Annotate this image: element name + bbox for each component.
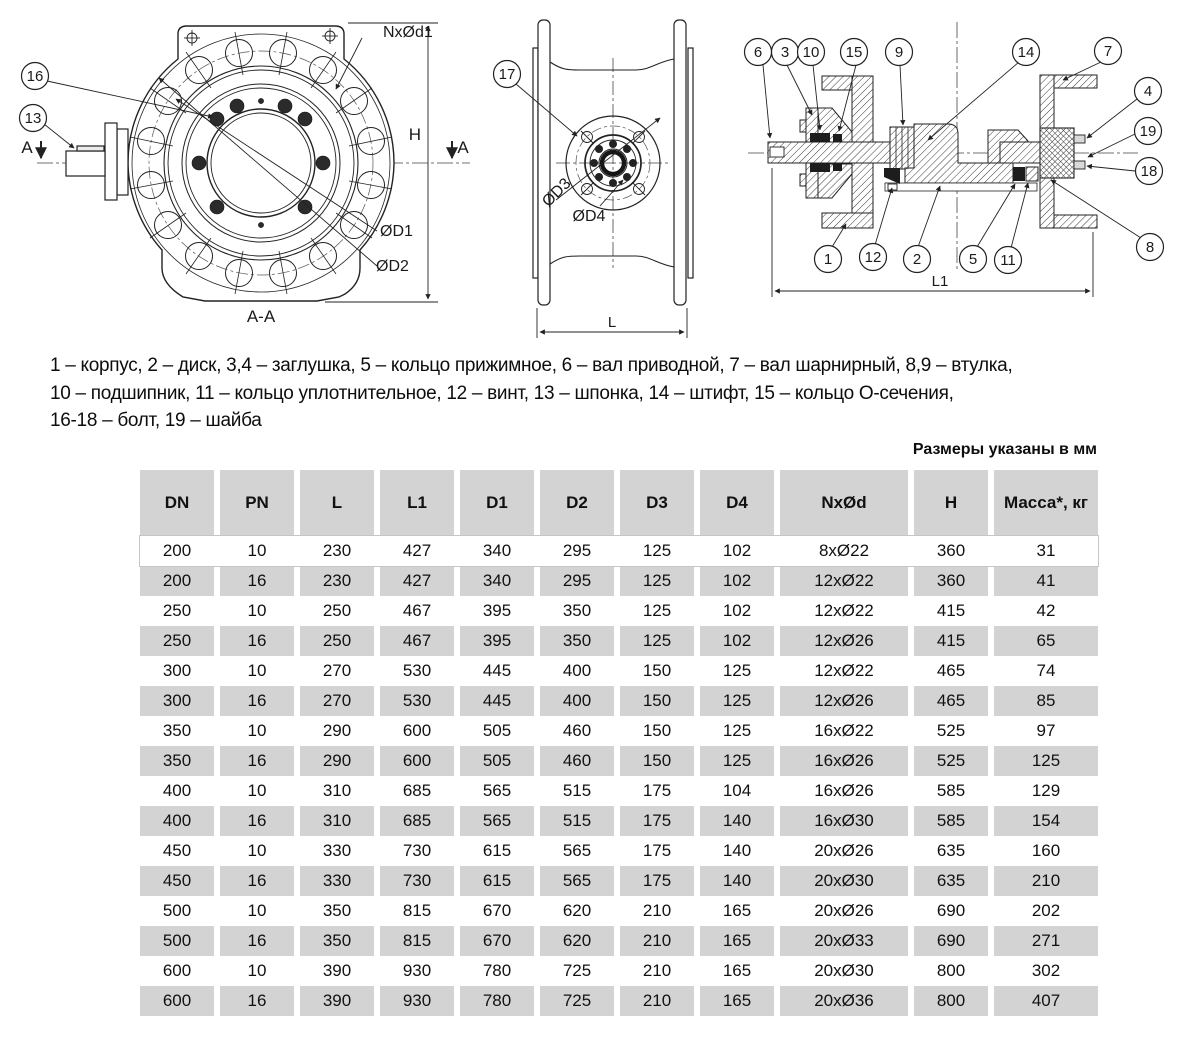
callout-10: [798, 39, 825, 66]
table-cell: 565: [540, 866, 614, 896]
label-l: L: [607, 314, 617, 331]
callout-9-label: 9: [894, 44, 904, 61]
callout-10-label: 10: [802, 44, 820, 61]
table-cell: 102: [722, 541, 752, 560]
table-cell: 16: [220, 566, 294, 596]
header-d2: D2: [540, 470, 614, 536]
table-cell: 525: [914, 746, 988, 776]
table-cell: 165: [700, 986, 774, 1016]
table-cell: 465: [936, 661, 966, 680]
valve-drawing-svg: [0, 0, 1200, 348]
table-cell: 620: [540, 926, 614, 956]
table-cell: 600: [380, 746, 454, 776]
table-cell: 250: [300, 626, 374, 656]
table-cell: 125: [700, 746, 774, 776]
callout-7-label: 7: [1103, 43, 1113, 60]
label-section-aa: A-A: [246, 307, 276, 326]
drive-shaft-end: [66, 123, 128, 200]
table-cell: 165: [700, 926, 774, 956]
table-cell: 407: [994, 986, 1098, 1016]
callout-15: [841, 39, 868, 66]
table-row: [140, 656, 1098, 686]
table-cell: 360: [936, 541, 966, 560]
header-dn: DN: [140, 470, 214, 536]
table-cell: 530: [402, 661, 432, 680]
technical-drawing: [0, 0, 1200, 348]
table-cell: 16: [220, 686, 294, 716]
table-cell: 250: [322, 601, 352, 620]
table-cell: 450: [140, 866, 214, 896]
table-cell: 635: [936, 841, 966, 860]
table-cell: 16xØ22: [814, 721, 874, 740]
table-cell: 930: [380, 986, 454, 1016]
table-cell: 330: [300, 866, 374, 896]
table-cell: 270: [300, 686, 374, 716]
table-cell: 230: [300, 566, 374, 596]
callout-11-label: 11: [1000, 252, 1016, 269]
table-cell: 16xØ26: [814, 781, 874, 800]
callout-12-label: 12: [864, 249, 882, 266]
table-cell: 16: [220, 926, 294, 956]
callout-6: [745, 39, 772, 66]
table-cell: 390: [300, 986, 374, 1016]
table-cell: 445: [482, 661, 512, 680]
callout-1: [815, 246, 842, 273]
table-row: [140, 716, 1098, 746]
table-cell: 210: [642, 961, 672, 980]
table-cell: 445: [460, 686, 534, 716]
table-cell: 350: [140, 746, 214, 776]
table-cell: 800: [914, 986, 988, 1016]
table-cell: 400: [162, 781, 192, 800]
callout-17: [494, 61, 521, 88]
table-cell: 685: [380, 806, 454, 836]
table-cell: 302: [1031, 961, 1061, 980]
table-cell: 20xØ30: [780, 866, 908, 896]
table-cell: 230: [322, 541, 352, 560]
table-cell: 65: [994, 626, 1098, 656]
callout-16: [22, 63, 49, 90]
callout-12: [860, 244, 887, 271]
table-cell: 125: [620, 626, 694, 656]
table-cell: 450: [162, 841, 192, 860]
side-view: [494, 20, 694, 338]
table-cell: 500: [162, 901, 192, 920]
callout-5-label: 5: [968, 251, 978, 268]
table-cell: 175: [620, 806, 694, 836]
table-cell: 270: [322, 661, 352, 680]
table-cell: 10: [247, 721, 267, 740]
callout-18-label: 18: [1140, 163, 1158, 180]
table-cell: 427: [402, 541, 432, 560]
table-cell: 200: [162, 541, 192, 560]
table-cell: 600: [140, 986, 214, 1016]
table-cell: 102: [700, 626, 774, 656]
table-row: [140, 536, 1098, 566]
table-cell: 690: [936, 901, 966, 920]
table-cell: 530: [380, 686, 454, 716]
table-cell: 400: [562, 661, 592, 680]
table-cell: 125: [642, 601, 672, 620]
table-row: [140, 566, 1098, 596]
label-l1: L1: [931, 273, 949, 290]
table-cell: 150: [642, 721, 672, 740]
legend-line: 16-18 – болт, 19 – шайба: [50, 410, 262, 431]
table-cell: 16xØ26: [780, 746, 908, 776]
table-cell: 102: [700, 566, 774, 596]
table-cell: 140: [700, 806, 774, 836]
table-cell: 780: [482, 961, 512, 980]
section-view: [745, 22, 1164, 297]
parts-legend: [50, 352, 1170, 435]
table-row: [140, 836, 1098, 866]
table-cell: 300: [162, 661, 192, 680]
table-cell: 350: [300, 926, 374, 956]
table-cell: 460: [562, 721, 592, 740]
table-cell: 20xØ33: [780, 926, 908, 956]
table-header-row: [140, 470, 1098, 536]
table-cell: 350: [162, 721, 192, 740]
table-cell: 16: [220, 626, 294, 656]
header-pn: PN: [220, 470, 294, 536]
table-cell: 10: [247, 541, 267, 560]
header-l: L: [300, 470, 374, 536]
table-cell: 10: [247, 781, 267, 800]
table-cell: 670: [460, 926, 534, 956]
header-d3: D3: [620, 470, 694, 536]
table-cell: 85: [994, 686, 1098, 716]
table-cell: 97: [1036, 721, 1056, 740]
callout-14-label: 14: [1017, 44, 1035, 61]
table-row: [140, 896, 1098, 926]
table-cell: 150: [642, 661, 672, 680]
table-cell: 210: [994, 866, 1098, 896]
table-cell: 74: [1036, 661, 1056, 680]
table-row: [140, 746, 1098, 776]
label-cut-a-left: A: [21, 138, 33, 157]
table-cell: 140: [700, 866, 774, 896]
table-cell: 10: [247, 601, 267, 620]
table-cell: 400: [140, 806, 214, 836]
table-cell: 310: [322, 781, 352, 800]
label-cut-a-right: A: [457, 138, 469, 157]
table-row: [140, 866, 1098, 896]
table-cell: 565: [482, 781, 512, 800]
table-cell: 12xØ26: [780, 626, 908, 656]
callout-19-label: 19: [1139, 123, 1157, 140]
table-cell: 20xØ36: [780, 986, 908, 1016]
table-row: [140, 626, 1098, 656]
table-cell: 41: [994, 566, 1098, 596]
callout-13-label: 13: [24, 110, 42, 127]
callout-19: [1135, 118, 1162, 145]
table-cell: 129: [1031, 781, 1061, 800]
table-cell: 42: [1036, 601, 1056, 620]
table-row: [140, 986, 1098, 1016]
callout-2: [904, 246, 931, 273]
table-cell: 670: [482, 901, 512, 920]
legend-line: 1 – корпус, 2 – диск, 3,4 – заглушка, 5 – кольцо прижимное, 6 – вал приводной, 7 – вал шарнирный, 8,9 – втулка,: [50, 355, 1013, 376]
legend-line: 10 – подшипник, 11 – кольцо уплотнительное, 12 – винт, 13 – шпонка, 14 – штифт, 15 – кольцо О-сечения,: [50, 382, 954, 404]
callout-13: [20, 105, 47, 132]
table-cell: 815: [402, 901, 432, 920]
callout-5: [960, 246, 987, 273]
table-cell: 615: [482, 841, 512, 860]
table-cell: 500: [140, 926, 214, 956]
table-cell: 505: [460, 746, 534, 776]
table-cell: 395: [460, 626, 534, 656]
table-row: [140, 686, 1098, 716]
header-d4: D4: [700, 470, 774, 536]
table-cell: 730: [380, 866, 454, 896]
table-cell: 515: [540, 806, 614, 836]
table-cell: 202: [1031, 901, 1061, 920]
table-cell: 350: [562, 601, 592, 620]
table-cell: 10: [247, 661, 267, 680]
table-cell: 350: [540, 626, 614, 656]
table-row: [140, 926, 1098, 956]
table-cell: 12xØ22: [814, 661, 874, 680]
table-cell: 600: [162, 961, 192, 980]
table-cell: 150: [620, 746, 694, 776]
table-cell: 140: [722, 841, 752, 860]
callout-8-label: 8: [1145, 239, 1155, 256]
table-cell: 12xØ22: [814, 601, 874, 620]
table-cell: 525: [936, 721, 966, 740]
table-cell: 175: [620, 866, 694, 896]
table-cell: 16: [220, 866, 294, 896]
table-cell: 340: [482, 541, 512, 560]
table-cell: 20xØ26: [814, 901, 874, 920]
table-cell: 102: [722, 601, 752, 620]
table-cell: 340: [460, 566, 534, 596]
callout-1-label: 1: [823, 251, 833, 268]
table-cell: 125: [722, 661, 752, 680]
table-cell: 210: [642, 901, 672, 920]
table-cell: 31: [1036, 541, 1056, 560]
table-cell: 290: [322, 721, 352, 740]
callout-8: [1137, 234, 1164, 261]
header-nxod: NxØd: [780, 470, 908, 536]
table-cell: 400: [540, 686, 614, 716]
table-row: [140, 956, 1098, 986]
table-cell: 20xØ30: [814, 961, 874, 980]
table-cell: 725: [562, 961, 592, 980]
table-cell: 125: [722, 721, 752, 740]
callout-17-label: 17: [498, 66, 516, 83]
table-cell: 16xØ30: [780, 806, 908, 836]
table-cell: 415: [914, 626, 988, 656]
header-mass: Масса*, кг: [994, 470, 1098, 536]
table-cell: 104: [722, 781, 752, 800]
table-cell: 175: [642, 781, 672, 800]
table-row: [140, 776, 1098, 806]
table-cell: 165: [722, 901, 752, 920]
table-cell: 210: [620, 986, 694, 1016]
table-cell: 250: [162, 601, 192, 620]
table-cell: 460: [540, 746, 614, 776]
label-od4: ØD4: [572, 208, 606, 225]
table-cell: 154: [994, 806, 1098, 836]
callout-4: [1135, 78, 1162, 105]
label-od3: ØD3: [539, 175, 575, 211]
section-plug: [1040, 128, 1074, 178]
label-nxod1: NxØd1: [383, 24, 433, 41]
table-cell: 585: [914, 806, 988, 836]
table-cell: 390: [322, 961, 352, 980]
table-cell: 271: [994, 926, 1098, 956]
table-cell: 200: [140, 566, 214, 596]
table-cell: 930: [402, 961, 432, 980]
table-cell: 600: [402, 721, 432, 740]
table-cell: 175: [642, 841, 672, 860]
callout-9: [886, 39, 913, 66]
callout-7: [1095, 38, 1122, 65]
table-cell: 565: [460, 806, 534, 836]
table-cell: 330: [322, 841, 352, 860]
table-cell: 10: [247, 901, 267, 920]
callout-11: [995, 247, 1022, 274]
table-cell: 12xØ26: [780, 686, 908, 716]
callout-3-label: 3: [780, 44, 790, 61]
table-cell: 160: [1031, 841, 1061, 860]
table-cell: 465: [914, 686, 988, 716]
table-cell: 290: [300, 746, 374, 776]
table-row: [140, 596, 1098, 626]
table-cell: 635: [914, 866, 988, 896]
table-cell: 10: [247, 841, 267, 860]
table-cell: 505: [482, 721, 512, 740]
table-cell: 10: [247, 961, 267, 980]
table-cell: 620: [562, 901, 592, 920]
callout-2-label: 2: [912, 251, 922, 268]
table-cell: 585: [936, 781, 966, 800]
table-cell: 250: [140, 626, 214, 656]
table-cell: 295: [562, 541, 592, 560]
front-view: [20, 23, 471, 326]
header-h: H: [914, 470, 988, 536]
table-cell: 725: [540, 986, 614, 1016]
table-cell: 467: [380, 626, 454, 656]
table-cell: 467: [402, 601, 432, 620]
table-cell: 300: [140, 686, 214, 716]
table-cell: 20xØ26: [814, 841, 874, 860]
table-cell: 815: [380, 926, 454, 956]
callout-16-label: 16: [26, 68, 44, 85]
table-cell: 125: [642, 541, 672, 560]
label-od2: ØD2: [376, 258, 409, 275]
table-cell: 310: [300, 806, 374, 836]
table-cell: 125: [620, 566, 694, 596]
table-cell: 565: [562, 841, 592, 860]
table-cell: 615: [460, 866, 534, 896]
callout-6-label: 6: [753, 44, 763, 61]
table-cell: 12xØ22: [780, 566, 908, 596]
table-cell: 125: [700, 686, 774, 716]
table-cell: 685: [402, 781, 432, 800]
header-l1: L1: [380, 470, 454, 536]
spec-table-body: [140, 536, 1098, 1016]
table-cell: 360: [914, 566, 988, 596]
callout-18: [1136, 158, 1163, 185]
table-cell: 395: [482, 601, 512, 620]
table-cell: 415: [936, 601, 966, 620]
table-cell: 515: [562, 781, 592, 800]
table-cell: 8xØ22: [818, 541, 870, 560]
table-cell: 350: [322, 901, 352, 920]
table-cell: 125: [994, 746, 1098, 776]
header-d1: D1: [460, 470, 534, 536]
units-note: Размеры указаны в мм: [912, 441, 1097, 458]
dimensions-table: [134, 470, 1104, 1016]
callout-14: [1013, 39, 1040, 66]
table-cell: 427: [380, 566, 454, 596]
table-cell: 800: [936, 961, 966, 980]
table-cell: 16: [220, 746, 294, 776]
table-cell: 210: [620, 926, 694, 956]
label-h: H: [408, 125, 421, 144]
table-cell: 16: [220, 806, 294, 836]
table-cell: 730: [402, 841, 432, 860]
table-cell: 165: [722, 961, 752, 980]
table-cell: 690: [914, 926, 988, 956]
table-cell: 295: [540, 566, 614, 596]
label-od1: ØD1: [380, 223, 413, 240]
table-cell: 780: [460, 986, 534, 1016]
table-cell: 16: [220, 986, 294, 1016]
callout-4-label: 4: [1143, 83, 1153, 100]
callout-15-label: 15: [845, 44, 863, 61]
callout-3: [772, 39, 799, 66]
table-cell: 150: [620, 686, 694, 716]
table-row: [140, 806, 1098, 836]
